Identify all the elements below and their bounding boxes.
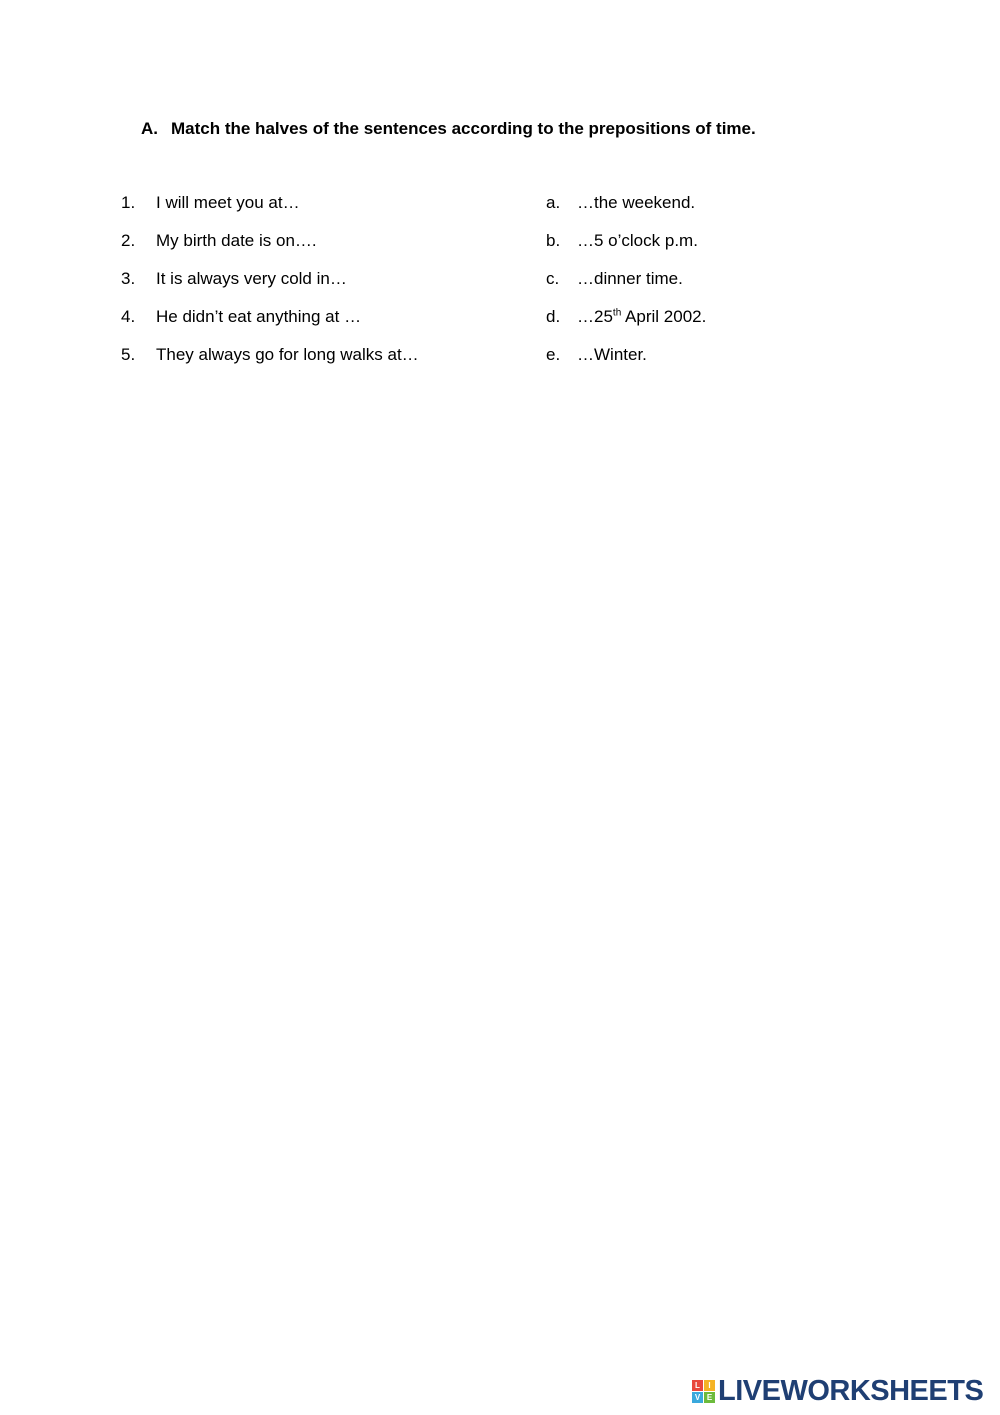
liveworksheets-logo [692, 1374, 983, 1408]
list-item [546, 191, 706, 229]
list-item [546, 229, 706, 267]
ending-day: …25 [577, 307, 613, 326]
item-number: 3. [121, 269, 136, 288]
item-letter: b. [546, 231, 561, 250]
item-letter: c. [546, 269, 560, 288]
logo-tile: E [704, 1392, 715, 1403]
sentence-ending: …the weekend. [577, 193, 696, 212]
sentence-ending: …dinner time. [577, 269, 683, 288]
list-item [121, 343, 419, 381]
sentence-start: My birth date is on…. [156, 231, 317, 250]
list-item [121, 229, 419, 267]
logo-tile: V [692, 1392, 703, 1403]
sentence-start: They always go for long walks at… [156, 345, 419, 364]
item-number: 5. [121, 345, 136, 364]
item-letter: e. [546, 345, 561, 364]
item-letter: a. [546, 193, 561, 212]
exercise-instruction: Match the halves of the sentences according to the prepositions of time. [171, 119, 756, 138]
liveworksheets-logo-icon [692, 1380, 715, 1403]
sentence-ending: …5 o’clock p.m. [577, 231, 698, 250]
logo-tile: L [692, 1380, 703, 1391]
list-item [546, 305, 706, 343]
sentence-start: It is always very cold in… [156, 269, 347, 288]
ordinal-suffix: th [612, 307, 622, 319]
sentence-start: He didn’t eat anything at … [156, 307, 362, 326]
list-item [121, 191, 419, 229]
item-letter: d. [546, 307, 561, 326]
liveworksheets-wordmark: LIVEWORKSHEETS [718, 1374, 984, 1407]
ending-month-year: April 2002. [621, 307, 707, 326]
sentence-ending: …Winter. [577, 345, 647, 364]
list-item [121, 305, 419, 343]
item-number: 1. [121, 193, 136, 212]
list-item [546, 267, 706, 305]
exercise-heading [141, 119, 756, 139]
list-item [121, 267, 419, 305]
sentence-endings-list [546, 191, 706, 381]
sentence-ending [577, 307, 706, 326]
item-number: 2. [121, 231, 136, 250]
exercise-letter: A. [141, 119, 158, 138]
sentence-starts-list [121, 191, 419, 381]
logo-tile: I [704, 1380, 715, 1391]
list-item [546, 343, 706, 381]
item-number: 4. [121, 307, 136, 326]
sentence-start: I will meet you at… [156, 193, 300, 212]
